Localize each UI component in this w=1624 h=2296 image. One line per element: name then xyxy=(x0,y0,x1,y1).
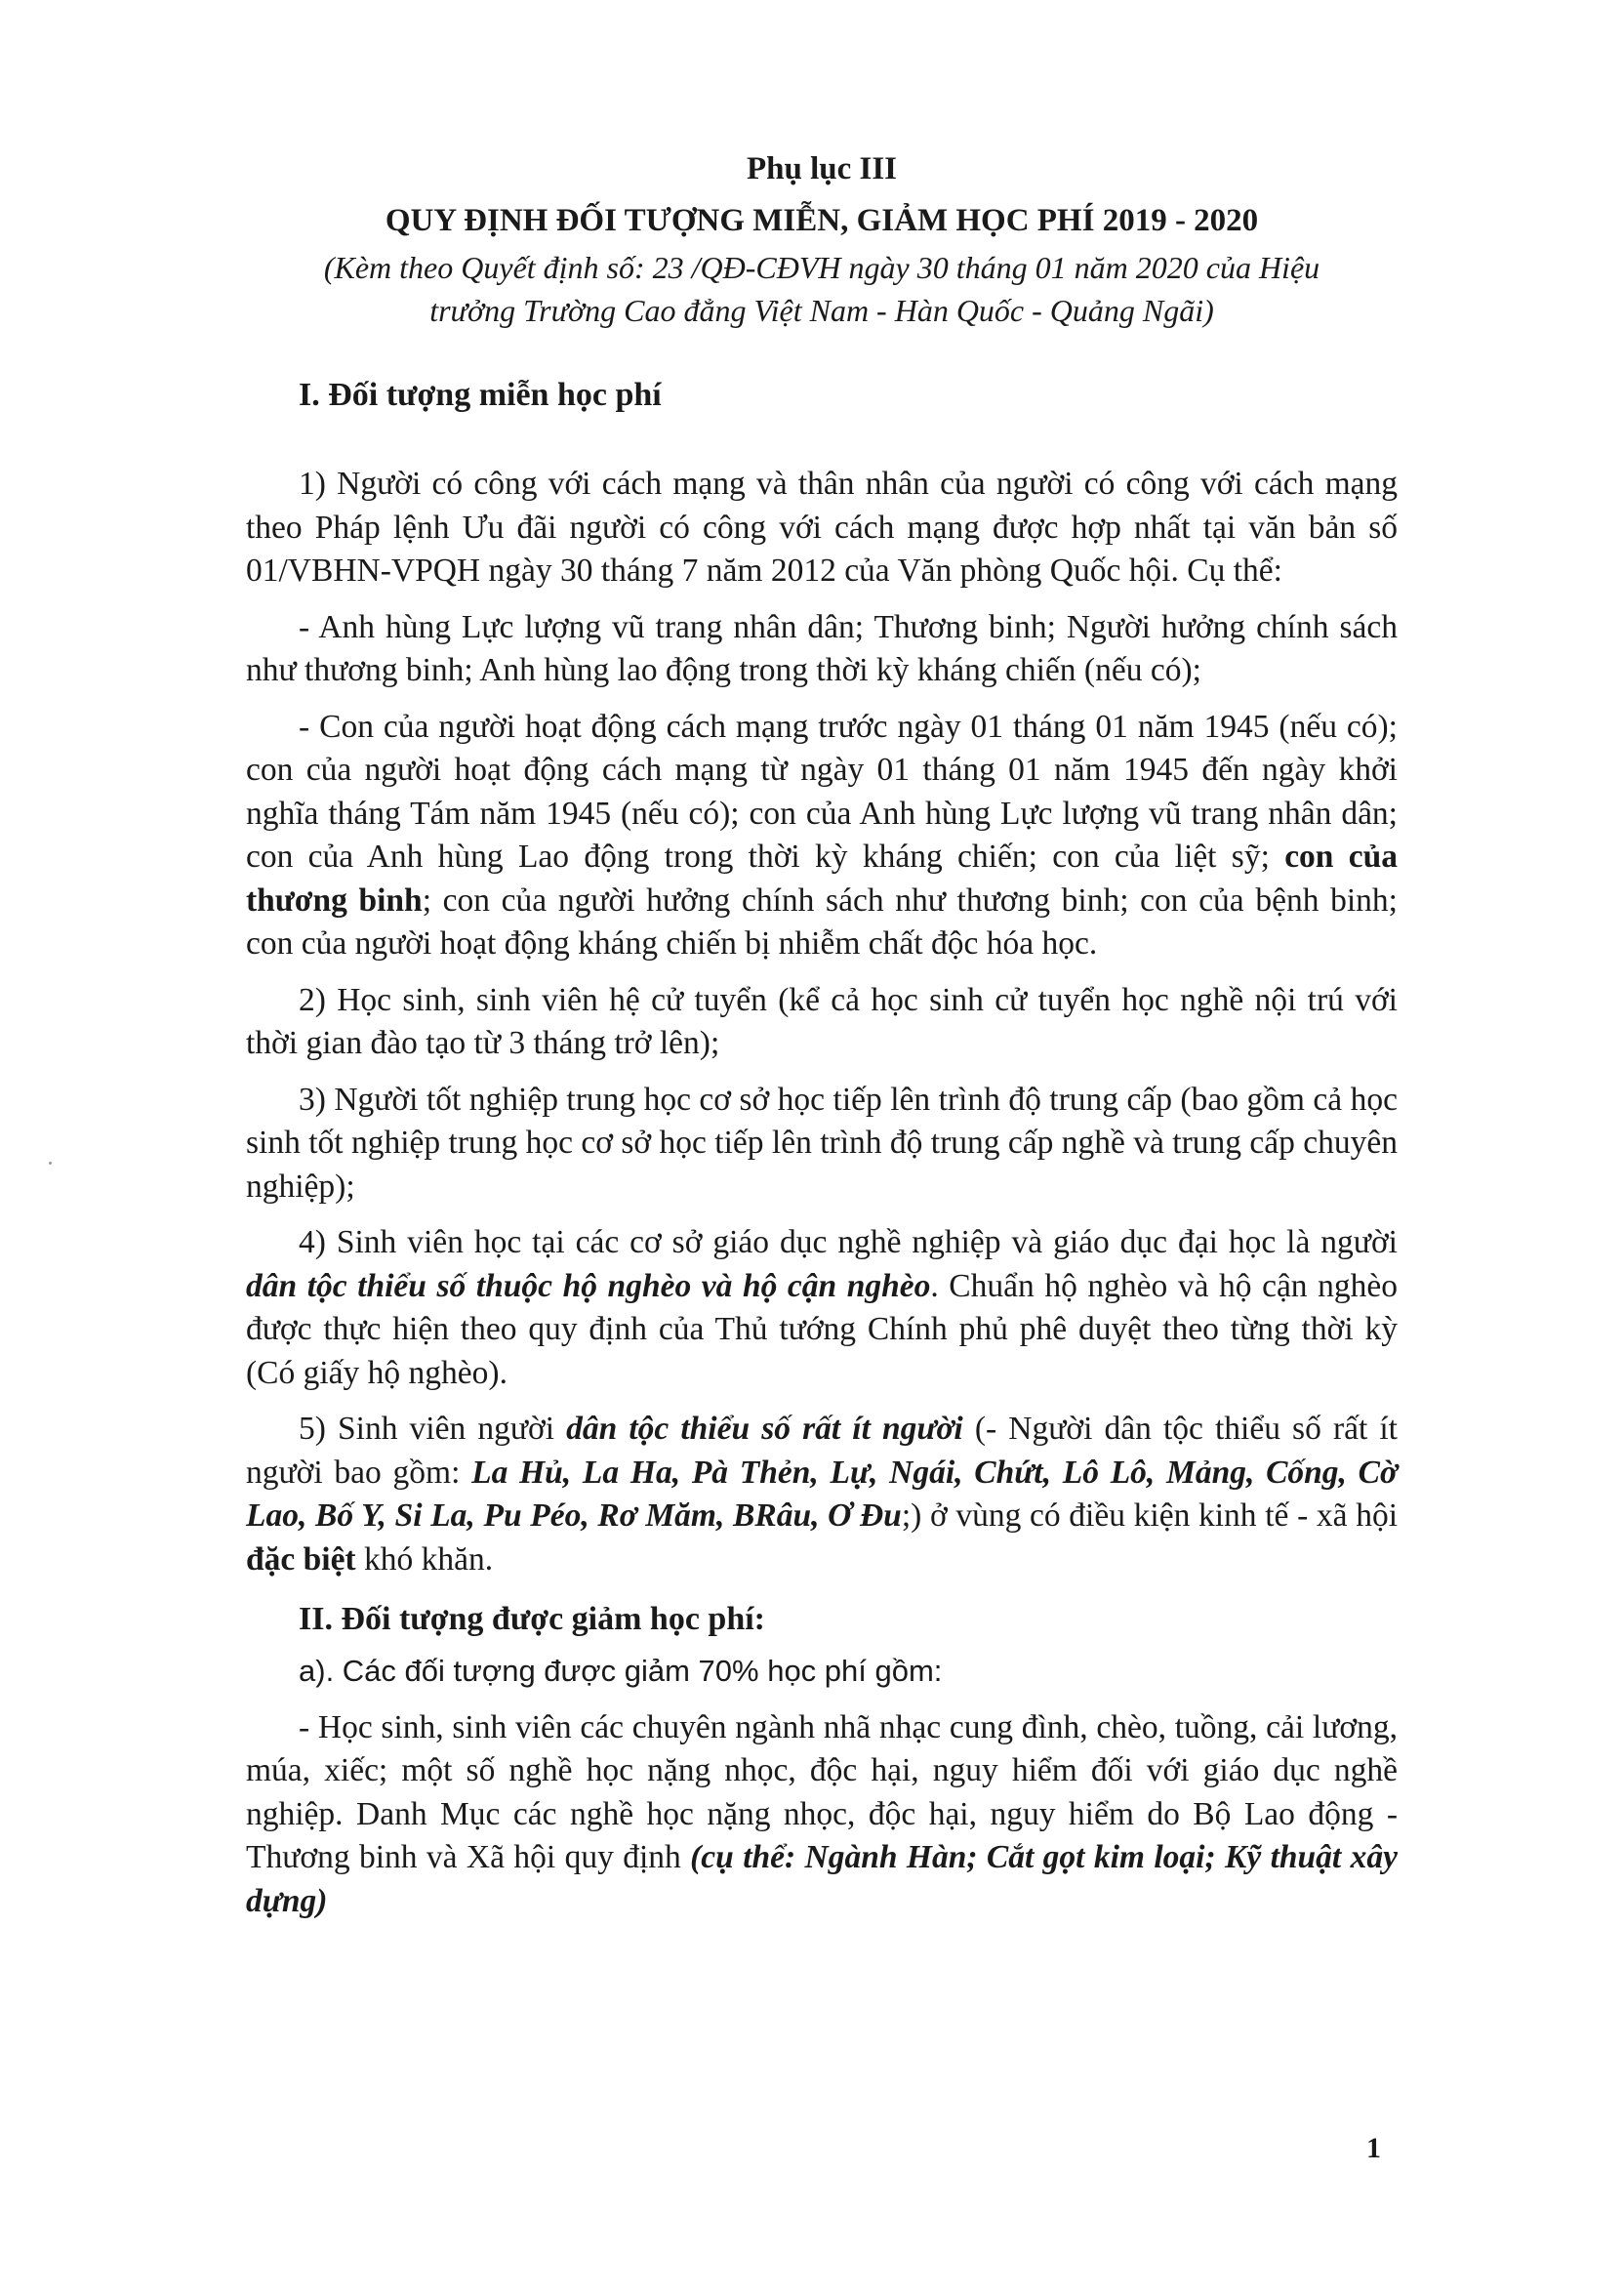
item-5-ethnic-list: La Hủ, La Ha, Pà Thẻn, Lự, Ngái, Chứt, Lô Lô, Mảng, Cống, Cờ Lao, Bố Y, Si La, Pu Péo, Rơ Măm, BRâu, Ơ Đu xyxy=(246,1454,1398,1534)
sub-a-paragraph: a). Các đối tượng được giảm 70% học phí gồm: xyxy=(299,1654,943,1688)
item-4-text-end: . Chuẩn hộ nghèo và hộ cận nghèo được thực hiện theo quy định của Thủ tướng Chính phủ phê duyệt theo từng thời kỳ (Có giấy hộ nghèo). xyxy=(246,1267,1398,1391)
document-page xyxy=(246,146,1398,1923)
item-4-emphasis: dân tộc thiểu số thuộc hộ nghèo và hộ cận nghèo xyxy=(246,1267,931,1304)
section-2-heading: II. Đối tượng được giảm học phí: xyxy=(299,1601,766,1637)
item-4-text-start: 4) Sinh viên học tại các cơ sở giáo dục nghề nghiệp và giáo dục đại học là người xyxy=(299,1224,1398,1260)
appendix-label: Phụ lục III xyxy=(746,151,898,186)
item-5-bold-word: đặc biệt xyxy=(246,1540,356,1578)
document-subtitle-line-1: (Kèm theo Quyết định số: 23 /QĐ-CĐVH ngày 30 tháng 01 năm 2020 của Hiệu xyxy=(323,250,1320,285)
sub-a-bullet-emphasis: (cụ thể: Ngành Hàn; Cắt gọt kim loại; Kỹ thuật xây dựng) xyxy=(246,1839,1398,1919)
item-1-bullet-2 xyxy=(246,706,1398,966)
sub-a-bullet-1 xyxy=(246,1706,1398,1924)
item-5-text-end: khó khăn. xyxy=(355,1540,494,1578)
item-2-paragraph: 2) Học sinh, sinh viên hệ cử tuyển (kể cả học sinh cử tuyển học nghề nội trú với thời gian đào tạo từ 3 tháng trở lên); xyxy=(246,981,1398,1061)
item-5-text-mid-2: ;) ở vùng có điều kiện kinh tế - xã hội xyxy=(901,1497,1398,1534)
bullet-2-text-end: ; con của người hưởng chính sách như thương binh; con của bệnh binh; con của người hoạt động kháng chiến bị nhiễm chất độc hóa học. xyxy=(246,882,1398,962)
item-1-bullet-1: - Anh hùng Lực lượng vũ trang nhân dân; Thương binh; Người hưởng chính sách như thương binh; Anh hùng lao động trong thời kỳ kháng chiến (nếu có); xyxy=(246,608,1398,688)
document-title: QUY ĐỊNH ĐỐI TƯỢNG MIỄN, GIẢM HỌC PHÍ 2019 - 2020 xyxy=(385,203,1259,238)
item-5-text-start: 5) Sinh viên người xyxy=(299,1411,567,1447)
bullet-2-bold-phrase: con của thương binh xyxy=(246,839,1398,919)
page-number: 1 xyxy=(1366,2132,1381,2164)
section-1-heading: I. Đối tượng miễn học phí xyxy=(299,377,662,413)
bullet-2-text-start: - Con của người hoạt động cách mạng trước ngày 01 tháng 01 năm 1945 (nếu có); con của người hoạt động cách mạng từ ngày 01 tháng 01 năm 1945 đến ngày khởi nghĩa tháng Tám năm 1945 (nếu có); con của Anh hùng Lực lượng vũ trang nhân dân; con của Anh hùng Lao động trong thời kỳ kháng chiến; con của liệt sỹ; xyxy=(246,708,1398,875)
item-5-text-mid-1: (- Người dân tộc thiểu số rất ít người bao gồm: xyxy=(246,1411,1398,1491)
scan-speck xyxy=(49,1162,52,1165)
item-3-paragraph: 3) Người tốt nghiệp trung học cơ sở học tiếp lên trình độ trung cấp (bao gồm cả học sinh tốt nghiệp trung học cơ sở học tiếp lên trình độ trung cấp nghề và trung cấp chuyên nghiệp); xyxy=(246,1081,1398,1205)
sub-a-bullet-text: - Học sinh, sinh viên các chuyên ngành nhã nhạc cung đình, chèo, tuồng, cải lương, múa, xiếc; một số nghề học nặng nhọc, độc hại, nguy hiểm đối với giáo dục nghề nghiệp. Danh Mục các nghề học nặng nhọc, độc hại, nguy hiểm do Bộ Lao động - Thương binh và Xã hội quy định xyxy=(246,1708,1398,1875)
item-1-paragraph: 1) Người có công với cách mạng và thân nhân của người có công với cách mạng theo Pháp lệnh Ưu đãi người có công với cách mạng được hợp nhất tại văn bản số 01/VBHN-VPQH ngày 30 tháng 7 năm 2012 của Văn phòng Quốc hội. Cụ thể: xyxy=(246,466,1398,589)
document-subtitle-line-2: trưởng Trường Cao đẳng Việt Nam - Hàn Quốc - Quảng Ngãi) xyxy=(429,293,1214,328)
item-5-emphasis-1: dân tộc thiểu số rất ít người xyxy=(566,1411,963,1447)
item-4-paragraph xyxy=(246,1221,1398,1395)
item-5-paragraph xyxy=(246,1408,1398,1581)
document-header xyxy=(246,146,1398,330)
